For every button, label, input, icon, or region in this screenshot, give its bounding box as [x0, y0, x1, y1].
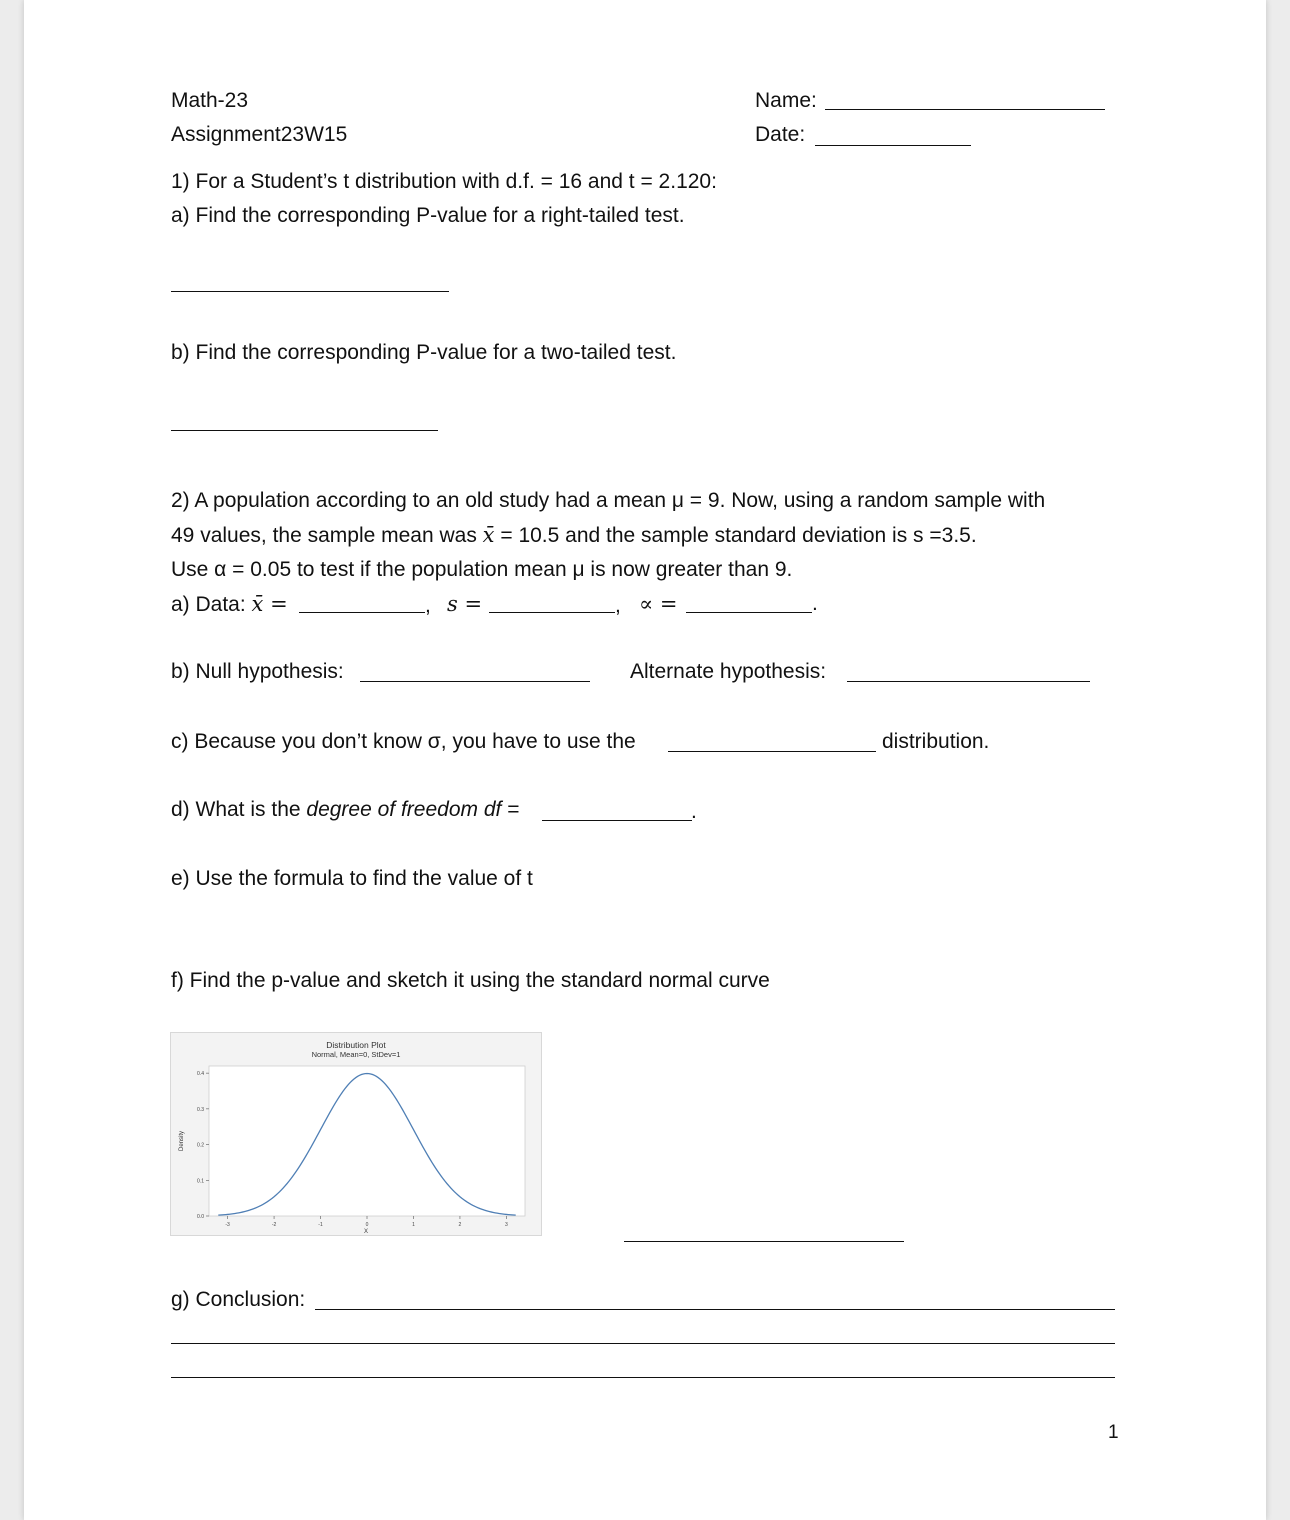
x-tick-label: 0 — [365, 1222, 369, 1228]
date-label: Date: — [755, 123, 806, 146]
s-blank — [489, 612, 615, 613]
xbar-symbol: x̄ — [482, 523, 495, 547]
conclusion-label: g) Conclusion: — [171, 1288, 306, 1311]
q2e-text: e) Use the formula to find the value of t — [171, 867, 533, 890]
p-value-answer-blank — [624, 1241, 904, 1242]
xbar-blank — [299, 612, 425, 613]
name-blank — [825, 109, 1105, 110]
q1b-text: b) Find the corresponding P-value for a two-tailed test. — [171, 341, 677, 364]
assignment-title: Assignment23W15 — [171, 123, 348, 146]
q1b-answer-blank — [171, 430, 438, 431]
q2-line2: 49 values, the sample mean was x̄ = 10.5 and the sample standard deviation is s =3.5. — [171, 523, 977, 547]
period-1: . — [812, 592, 818, 615]
conclusion-blank-1 — [315, 1309, 1115, 1310]
course-title: Math-23 — [171, 89, 249, 112]
q2-line3: Use α = 0.05 to test if the population mean μ is now greater than 9. — [171, 558, 793, 581]
alpha-label: ∝ = — [639, 592, 678, 616]
s-label: s = — [447, 592, 483, 616]
x-tick-label: 3 — [505, 1222, 508, 1228]
x-tick-label: -1 — [318, 1222, 323, 1228]
q2c-post: distribution. — [882, 730, 990, 753]
q2f-text: f) Find the p-value and sketch it using the standard normal curve — [171, 969, 770, 992]
y-axis-label: Density — [179, 1130, 185, 1152]
x-axis-label: X — [363, 1229, 369, 1235]
distribution-plot-svg — [171, 1033, 541, 1235]
distribution-plot — [170, 1032, 542, 1236]
q1a-text: a) Find the corresponding P-value for a right-tailed test. — [171, 204, 685, 227]
comma-2: , — [615, 594, 621, 617]
y-tick-label: 0.4 — [197, 1071, 204, 1078]
y-tick-label: 0.0 — [197, 1214, 204, 1220]
date-blank — [815, 145, 971, 146]
q2-line1: 2) A population according to an old study had a mean μ = 9. Now, using a random sample with — [171, 489, 1046, 512]
x-tick-label: -2 — [271, 1222, 277, 1228]
alternate-hypothesis-label: Alternate hypothesis: — [630, 660, 827, 683]
y-tick-label: 0.1 — [197, 1178, 204, 1185]
name-label: Name: — [755, 89, 817, 112]
plot-area — [209, 1066, 525, 1216]
df-blank — [542, 820, 692, 821]
x-tick-label: -3 — [225, 1222, 230, 1228]
alpha-blank — [686, 612, 812, 613]
y-tick-label: 0.3 — [197, 1106, 204, 1113]
null-hypothesis-blank — [360, 681, 590, 682]
period-2: . — [691, 800, 697, 823]
y-tick-label: 0.2 — [197, 1142, 204, 1149]
plot-title: Distribution Plot — [326, 1040, 386, 1050]
alternate-hypothesis-blank — [847, 681, 1090, 682]
conclusion-blank-2 — [171, 1343, 1115, 1344]
q2d-text: d) What is the degree of freedom df = — [171, 798, 520, 821]
q2c-text: c) Because you don’t know σ, you have to use the — [171, 730, 636, 753]
distribution-blank — [668, 751, 876, 752]
q1-stem: 1) For a Student’s t distribution with d.f. = 16 and t = 2.120: — [171, 170, 717, 193]
page-number: 1 — [1108, 1422, 1119, 1443]
q1a-answer-blank — [171, 291, 449, 292]
q2a-label: a) Data: x̄ = — [171, 592, 288, 616]
comma-1: , — [425, 594, 431, 617]
conclusion-blank-3 — [171, 1377, 1115, 1378]
x-tick-label: 2 — [458, 1222, 462, 1228]
plot-subtitle: Normal, Mean=0, StDev=1 — [311, 1050, 401, 1059]
null-hypothesis-label: b) Null hypothesis: — [171, 660, 344, 683]
x-tick-label: 1 — [412, 1222, 415, 1228]
